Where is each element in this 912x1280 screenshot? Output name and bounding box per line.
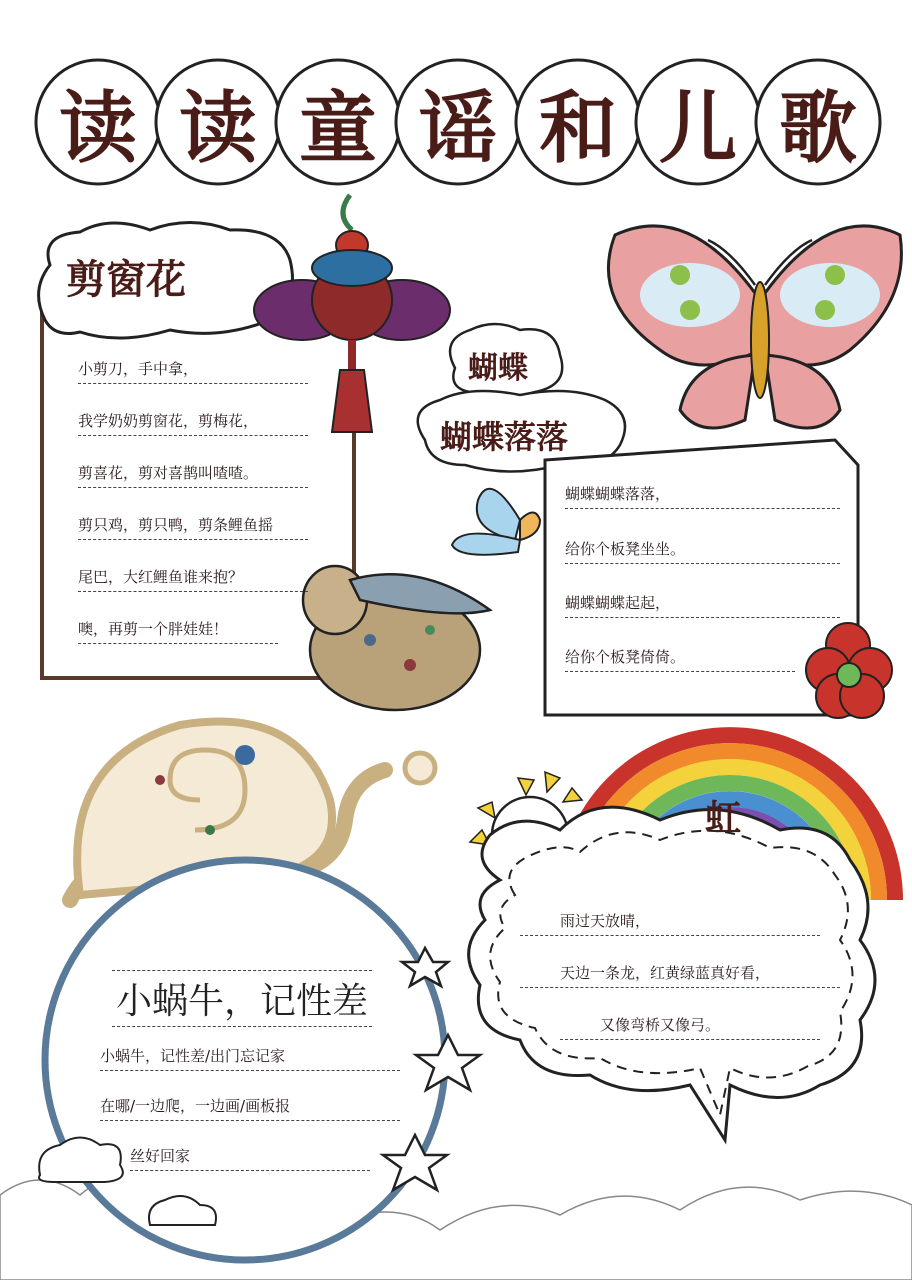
hudie-line-4: 给你个板凳倚倚。 — [565, 646, 795, 672]
title-char-6: 儿 — [658, 84, 737, 174]
hudie-line-3: 蝴蝶蝴蝶起起， — [565, 592, 840, 618]
woniu-line-2: 在哪/一边爬，一边画/画板报 — [100, 1095, 400, 1121]
title-char-4: 谣 — [418, 84, 497, 174]
hudie-line-1: 蝴蝶蝴蝶落落， — [565, 483, 840, 509]
small-butterfly-icon — [452, 489, 540, 555]
title-char-1: 读 — [58, 84, 137, 174]
jianchuanghua-line-3: 剪喜花，剪对喜鹊叫喳喳。 — [78, 462, 308, 488]
hudie-line-2: 给你个板凳坐坐。 — [565, 538, 840, 564]
woniu-heading: 小蜗牛，记性差 — [112, 970, 372, 1027]
jianchuanghua-line-5: 尾巴，大红鲤鱼谁来抱？ — [78, 566, 308, 592]
jianchuanghua-line-4: 剪只鸡，剪只鸭，剪条鲤鱼摇 — [78, 514, 308, 540]
jianchuanghua-heading: 剪窗花 — [66, 257, 186, 303]
title-char-5: 和 — [538, 84, 617, 174]
title-char-2: 读 — [178, 84, 257, 174]
rabbit-icon — [303, 566, 490, 710]
hudie-heading-bottom: 蝴蝶落落 — [440, 418, 569, 456]
woniu-line-1: 小蜗牛，记性差/出门忘记家 — [100, 1045, 400, 1071]
hong-heading: 虹 — [705, 798, 742, 839]
woniu-line-3: 丝好回家 — [130, 1145, 370, 1171]
butterfly-icon — [608, 226, 901, 428]
jianchuanghua-line-2: 我学奶奶剪窗花，剪梅花， — [78, 410, 308, 436]
jianchuanghua-line-6: 噢，再剪一个胖娃娃！ — [78, 618, 278, 644]
title-char-7: 歌 — [778, 84, 857, 174]
title-char-3: 童 — [298, 84, 377, 174]
jianchuanghua-line-1: 小剪刀，手中拿， — [78, 358, 308, 384]
hong-line-2: 天边一条龙，红黄绿蓝真好看， — [520, 962, 840, 988]
hong-line-3: 又像弯桥又像弓。 — [560, 1014, 820, 1040]
hudie-heading-top: 蝴蝶 — [468, 351, 528, 386]
hong-line-1: 雨过天放晴， — [520, 910, 820, 936]
